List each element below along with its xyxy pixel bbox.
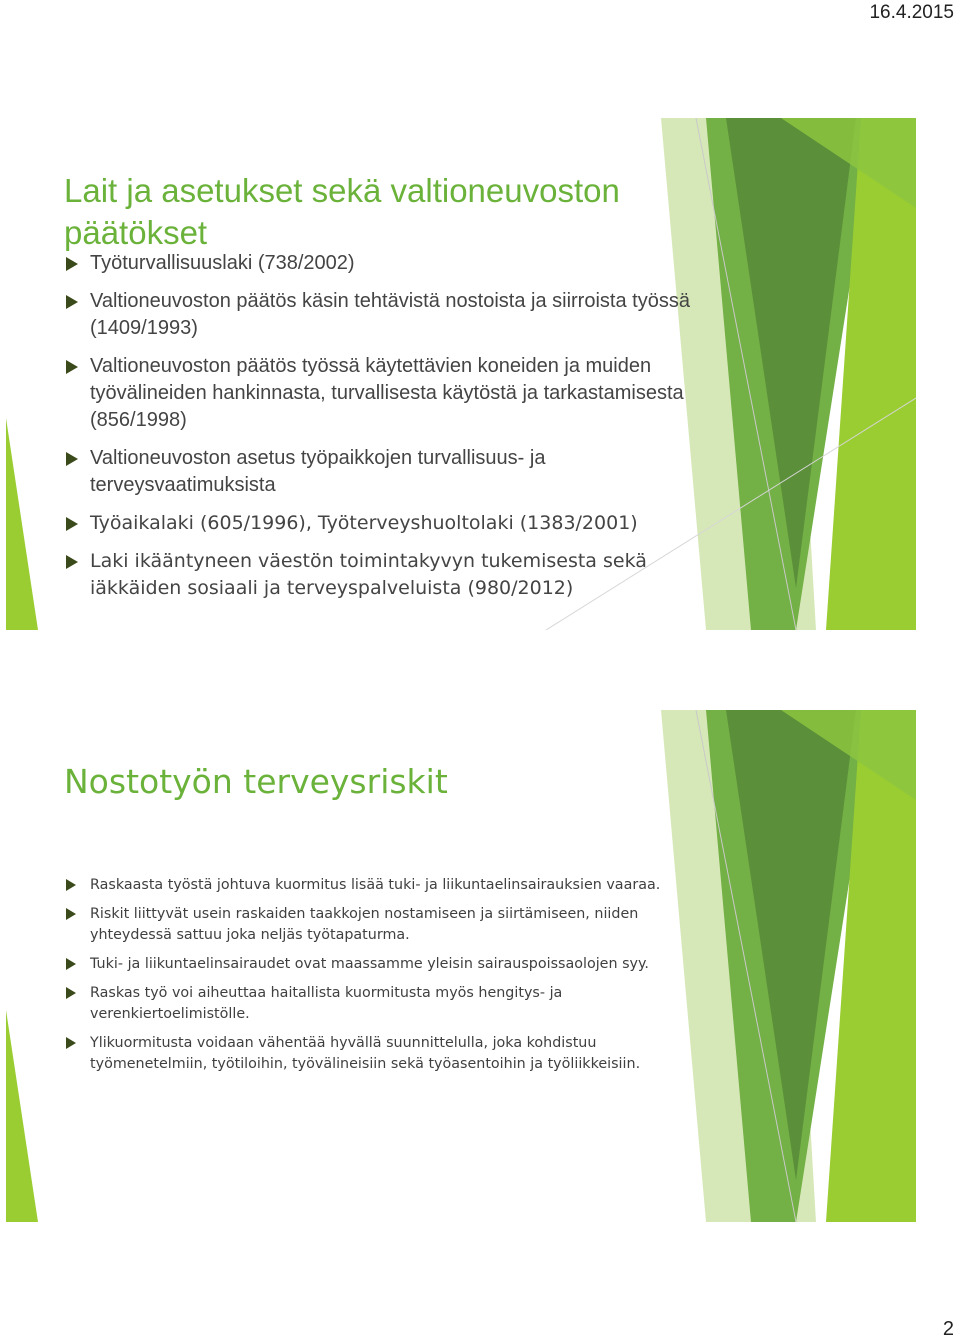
slide-2-title: Nostotyön terveysriskit: [64, 762, 448, 801]
list-item: Raskas työ voi aiheuttaa haitallista kuormitusta myös hengitys- ja verenkiertoelimistölle.: [64, 983, 704, 1025]
bullet-arrow-icon: [66, 295, 78, 309]
list-item: Työturvallisuuslaki (738/2002): [64, 250, 704, 277]
bullet-arrow-icon: [66, 879, 76, 891]
bullet-arrow-icon: [66, 908, 76, 920]
bullet-arrow-icon: [66, 452, 78, 466]
slide-1: [6, 118, 916, 630]
slide-1-title: Lait ja asetukset sekä valtioneuvoston päätökset: [64, 172, 620, 251]
slide-2-bullet-list: [64, 875, 704, 1083]
list-item: Tuki- ja liikuntaelinsairaudet ovat maassamme yleisin sairauspoissaolojen syy.: [64, 954, 704, 975]
list-item: Riskit liittyvät usein raskaiden taakkojen nostamiseen ja siirtämiseen, niiden yhteydessä sattuu joka neljäs työtapaturma.: [64, 904, 704, 946]
page-date: 16.4.2015: [869, 2, 954, 23]
list-item: Valtioneuvoston asetus työpaikkojen turvallisuus- ja terveysvaatimuksista: [64, 445, 704, 499]
slide-1-bullet-list: [64, 250, 704, 613]
list-item: Valtioneuvoston päätös käsin tehtävistä nostoista ja siirroista työssä (1409/1993): [64, 288, 704, 342]
bullet-arrow-icon: [66, 555, 78, 569]
bullet-arrow-icon: [66, 987, 76, 999]
bullet-arrow-icon: [66, 360, 78, 374]
list-item: Työaikalaki (605/1996), Työterveyshuoltolaki (1383/2001): [64, 510, 704, 537]
list-item: Valtioneuvoston päätös työssä käytettävien koneiden ja muiden työvälineiden hankinnasta, turvallisesta käytöstä ja tarkastamisesta (856/1998): [64, 353, 704, 434]
bullet-arrow-icon: [66, 958, 76, 970]
list-item: Ylikuormitusta voidaan vähentää hyvällä suunnittelulla, joka kohdistuu työmenetelmiin, työtiloihin, työvälineisiin sekä työasentoihin ja työliikkeisiin.: [64, 1033, 704, 1075]
left-accent-shard: [6, 1010, 38, 1222]
slide-2: [6, 710, 916, 1222]
bullet-arrow-icon: [66, 517, 78, 531]
left-accent-shard: [6, 418, 38, 630]
bullet-arrow-icon: [66, 257, 78, 271]
list-item: Laki ikääntyneen väestön toimintakyvyn tukemisesta sekä iäkkäiden sosiaali ja terveyspalveluista (980/2012): [64, 548, 704, 602]
list-item: Raskaasta työstä johtuva kuormitus lisää tuki- ja liikuntaelinsairauksien vaaraa.: [64, 875, 704, 896]
bullet-arrow-icon: [66, 1037, 76, 1049]
page-number: 2: [942, 1318, 954, 1340]
